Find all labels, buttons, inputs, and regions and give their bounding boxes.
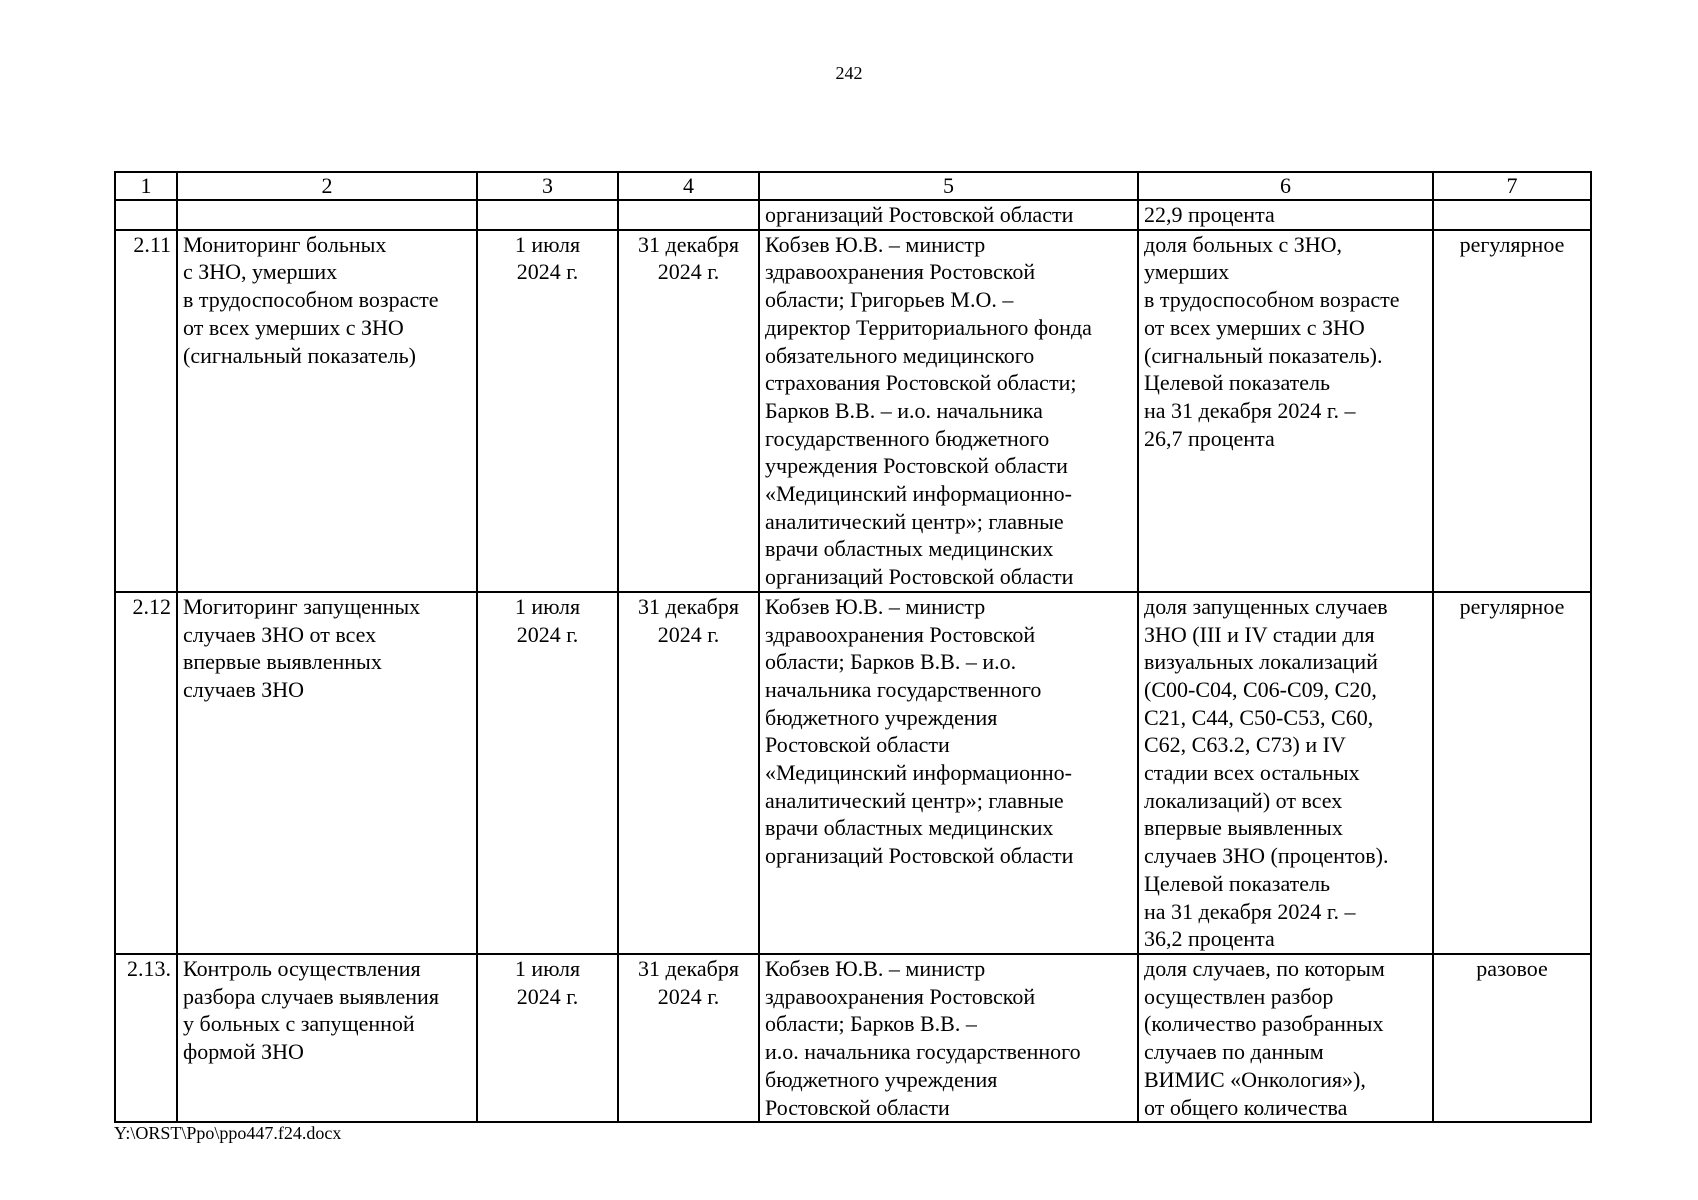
task-cell: Контроль осуществления разбора случаев выявления у больных с запущенной формой ЗНО	[177, 954, 477, 1122]
table-row	[115, 954, 1591, 1122]
type-cell: регулярное	[1433, 592, 1591, 954]
file-path: Y:\ORST\Ppo\ppo447.f24.docx	[114, 1123, 342, 1143]
row-number: 2.11	[115, 230, 177, 592]
responsible-cell: Кобзев Ю.В. – министр здравоохранения Ростовской области; Барков В.В. – и.о. начальника государственного бюджетного учреждения Ростовской области	[759, 954, 1138, 1122]
indicator-cell: доля больных с ЗНО, умерших в трудоспособном возрасте от всех умерших с ЗНО (сигнальный показатель). Целевой показатель на 31 декабря 2024 г. – 26,7 процента	[1138, 230, 1433, 592]
column-number-row	[115, 172, 1591, 200]
page-number: 242	[835, 63, 863, 83]
start-date-cell: 1 июля 2024 г.	[477, 592, 618, 954]
responsible-cell: Кобзев Ю.В. – министр здравоохранения Ростовской области; Барков В.В. – и.о. начальника государственного бюджетного учреждения Ростовской области «Медицинский информационно- аналитический центр»; главные врачи областных медицинских организаций Ростовской области	[759, 592, 1138, 954]
col-number-1: 1	[115, 172, 177, 200]
row-number: 2.13.	[115, 954, 177, 1122]
start-date-cell: 1 июля 2024 г.	[477, 230, 618, 592]
end-date-cell: 31 декабря 2024 г.	[618, 230, 759, 592]
indicator-cell: доля случаев, по которым осуществлен разбор (количество разобранных случаев по данным ВИМИС «Онкология»), от общего количества	[1138, 954, 1433, 1122]
cell-empty	[115, 200, 177, 230]
cell-empty	[1433, 200, 1591, 230]
responsible-cell: Кобзев Ю.В. – министр здравоохранения Ростовской области; Григорьев М.О. – директор Территориального фонда обязательного медицинского страхования Ростовской области; Барков В.В. – и.о. начальника государственного бюджетного учреждения Ростовской области «Медицинский информационно- аналитический центр»; главные врачи областных медицинских организаций Ростовской области	[759, 230, 1138, 592]
col-number-2: 2	[177, 172, 477, 200]
plan-table	[114, 171, 1592, 1123]
cell-empty	[618, 200, 759, 230]
col-number-5: 5	[759, 172, 1138, 200]
type-cell: разовое	[1433, 954, 1591, 1122]
task-cell: Мониторинг больных с ЗНО, умерших в трудоспособном возрасте от всех умерших с ЗНО (сигнальный показатель)	[177, 230, 477, 592]
row-number: 2.12	[115, 592, 177, 954]
type-cell: регулярное	[1433, 230, 1591, 592]
col-number-4: 4	[618, 172, 759, 200]
cell-empty	[177, 200, 477, 230]
start-date-cell: 1 июля 2024 г.	[477, 954, 618, 1122]
table-row	[115, 230, 1591, 592]
col-number-6: 6	[1138, 172, 1433, 200]
col-number-7: 7	[1433, 172, 1591, 200]
continuation-indicator: 22,9 процента	[1138, 200, 1433, 230]
task-cell: Могиторинг запущенных случаев ЗНО от всех впервые выявленных случаев ЗНО	[177, 592, 477, 954]
cell-empty	[477, 200, 618, 230]
continuation-responsible: организаций Ростовской области	[759, 200, 1138, 230]
col-number-3: 3	[477, 172, 618, 200]
end-date-cell: 31 декабря 2024 г.	[618, 592, 759, 954]
indicator-cell: доля запущенных случаев ЗНО (III и IV стадии для визуальных локализаций (С00-С04, С06-С09, С20, С21, С44, С50-С53, С60, С62, С63.2, С73) и IV стадии всех остальных локализаций) от всех впервые выявленных случаев ЗНО (процентов). Целевой показатель на 31 декабря 2024 г. – 36,2 процента	[1138, 592, 1433, 954]
table-row	[115, 592, 1591, 954]
continuation-row	[115, 200, 1591, 230]
end-date-cell: 31 декабря 2024 г.	[618, 954, 759, 1122]
